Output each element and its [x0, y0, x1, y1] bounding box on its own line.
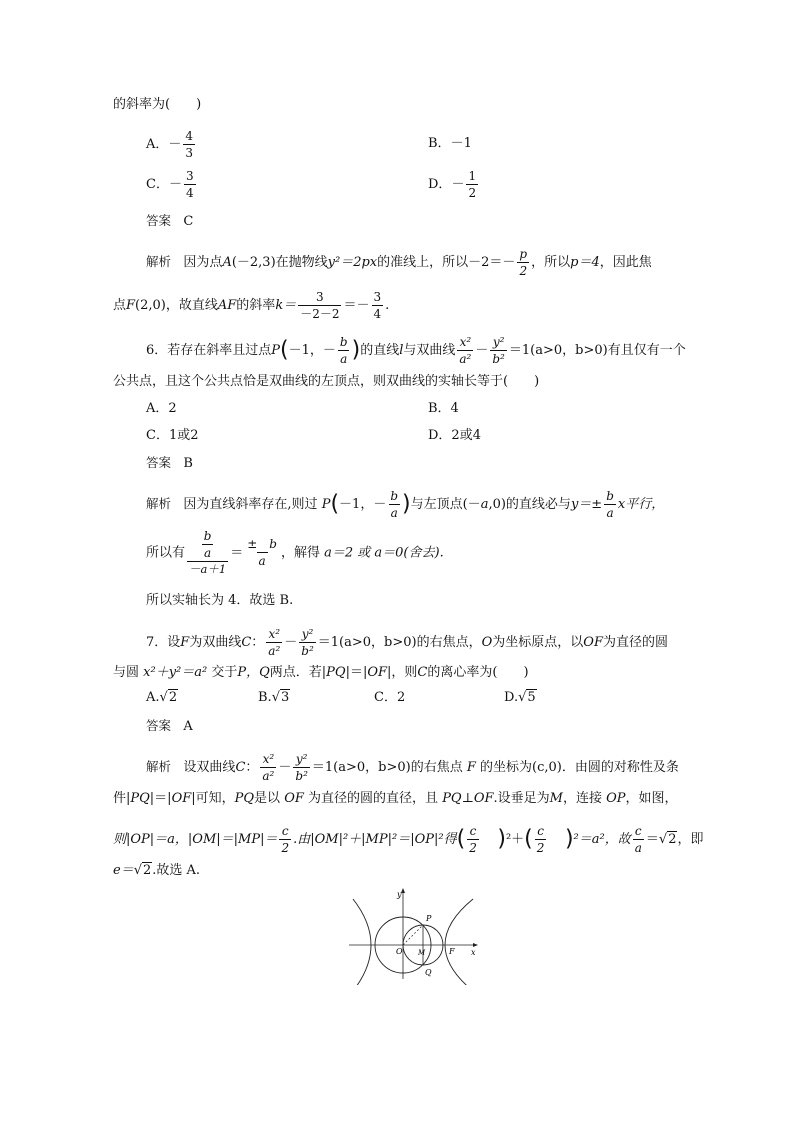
- sqrt: √5: [518, 690, 536, 705]
- fraction: $\frac{c}{a}$: [634, 824, 642, 855]
- fraction: $\frac{c}{2}$: [281, 824, 290, 855]
- y-axis-arrow: [401, 888, 405, 893]
- fraction: $\frac{\pm b}{a}$: [247, 537, 277, 569]
- q5-analysis-line1: 解析 因为点A(－2,3)在抛物线y²＝2px的准线上，所以－2＝－ $\frac{p}{2}$ ，所以p＝4，因此焦: [146, 247, 652, 278]
- q7-stem-line2: 与圆 x²＋y²＝a² 交于P，Q两点．若|PQ|＝|OF|，则C的离心率为( ): [113, 665, 529, 680]
- q6-option-c: C．1或2: [146, 428, 199, 443]
- q5-option-c: C．－ $\frac{3}{4}$: [146, 169, 194, 200]
- q7-answer: 答案 A: [146, 718, 193, 734]
- fraction: $\frac{3}{-2-2}$: [300, 290, 340, 321]
- sqrt: √2: [658, 832, 677, 847]
- label-x: x: [471, 948, 476, 957]
- q5-answer: 答案 C: [146, 213, 194, 229]
- fraction: $\frac{b}{a}$: [606, 489, 614, 520]
- q7-option-c: C．2: [374, 690, 406, 705]
- fraction: $\frac{3}{4}$: [185, 169, 194, 200]
- q7-stem-line1: 7．设F为双曲线C： $\frac{\text{x²}}{\text{a²}}$ － $\frac{\text{y²}}{\text{b²}}$ ＝1(a>0，b>0)的右焦点，O为坐标原点，以OF为直径的圆: [146, 627, 668, 658]
- q7-analysis-line4: e＝√2.故选 A.: [113, 863, 201, 878]
- fraction: $\frac{3}{4}$: [373, 290, 382, 321]
- q6-option-a: A．2: [146, 401, 177, 416]
- x-axis-arrow: [473, 943, 478, 947]
- q5-stem-tail: 的斜率为( ): [113, 97, 202, 112]
- fraction: $\frac{p}{2}$: [519, 247, 528, 278]
- fraction: $\frac{4}{3}$: [185, 129, 194, 160]
- label-m: M: [418, 949, 426, 957]
- label-f: F: [449, 947, 455, 956]
- sqrt: √3: [271, 690, 290, 705]
- q6-stem-line2: 公共点，且这个公共点恰是双曲线的左顶点，则双曲线的实轴长等于( ): [113, 374, 540, 389]
- q5-analysis-line2: 点F(2,0)，故直线AF的斜率k＝ $\frac{3}{-2-2}$ ＝－ $\frac{3}{4}$ .: [113, 290, 390, 321]
- q7-analysis-line2: 件|PQ|＝|OF|可知，PQ是以 OF 为直径的圆的直径，且 PQ⊥OF.设垂足为M，连接 OP，如图，: [113, 791, 678, 806]
- fraction: $\frac{\text{y²}}{\text{b²}}$: [295, 752, 308, 783]
- fraction: $\frac{\frac{b}{a}}{-a+1}$: [189, 529, 227, 576]
- q6-analysis-line2: 所以有 $\frac{\frac{b}{a}}{-a+1}$ ＝ $\frac{\pm b}{a}$ ，解得 a＝2 或 a＝0(舍去).: [146, 529, 444, 576]
- fraction: $\frac{\text{x²}}{\text{a²}}$: [268, 627, 281, 658]
- label-o: O: [396, 947, 403, 956]
- fraction: $\frac{\text{y²}}{\text{b²}}$: [492, 335, 505, 366]
- q7-option-a: A.√2: [146, 690, 178, 705]
- q6-analysis-line3: 所以实轴长为 4．故选 B.: [146, 593, 294, 608]
- q7-analysis-line3: 则|OP|＝a，|OM|＝|MP|＝ $\frac{c}{2}$ .由|OM|²＋|MP|²＝|OP|²得( $\frac{c}{2}$ )²＋( $\frac{c}{2}$ )²＝a²，故 $\frac{c}{a}$ ＝√2，即: [113, 824, 704, 855]
- hyperbola-left-branch: [353, 899, 371, 985]
- hyperbola-circle-figure: [345, 885, 485, 985]
- q7-option-b: B.√3: [258, 690, 290, 705]
- q5-option-b: B．－1: [428, 136, 472, 151]
- fraction: $\frac{\text{x²}}{\text{a²}}$: [459, 335, 472, 366]
- fraction: $\frac{c}{2}$: [469, 824, 477, 855]
- q6-option-d: D．2或4: [428, 428, 481, 443]
- fraction: $\frac{1}{2}$: [468, 169, 477, 200]
- fraction: $\frac{b}{a}$: [339, 335, 348, 366]
- label-p: P: [426, 914, 432, 923]
- fraction: $\frac{\text{x²}}{\text{a²}}$: [262, 752, 275, 783]
- fraction: $\frac{b}{a}$: [390, 489, 399, 520]
- sqrt: √2: [133, 863, 152, 878]
- q7-option-d: D.√5: [504, 690, 536, 705]
- q6-stem-line1: 6．若存在斜率且过点P(－1，－ $\frac{b}{a}$ )的直线l与双曲线 $\frac{\text{x²}}{\text{a²}}$ － $\frac{\text{y²}}{\text{b²}}$ ＝1(a>0，b>0)有且仅有一个: [146, 335, 686, 366]
- q5-option-d: D．－ $\frac{1}{2}$: [428, 169, 477, 200]
- q7-analysis-line1: 解析 设双曲线C： $\frac{\text{x²}}{\text{a²}}$ － $\frac{\text{y²}}{\text{b²}}$ ＝1(a>0，b>0)的右焦点 F 的坐标为(c,0)．由圆的对称性及条: [146, 752, 679, 783]
- q6-answer: 答案 B: [146, 455, 193, 471]
- fraction: $\frac{c}{2}$: [536, 824, 545, 855]
- q5-option-a: A．－ $\frac{4}{3}$: [146, 129, 194, 160]
- q6-option-b: B．4: [428, 401, 459, 416]
- q6-analysis-line1: 解析 因为直线斜率存在,则过 P(－1，－ $\frac{b}{a}$ )与左顶点(－a,0)的直线必与y＝± $\frac{b}{a}$ x平行，: [146, 489, 665, 520]
- fraction: $\frac{\text{y²}}{\text{b²}}$: [301, 627, 314, 658]
- label-y: y: [397, 890, 402, 899]
- sqrt: √2: [159, 690, 178, 705]
- hyperbola-right-branch: [445, 899, 473, 985]
- label-q: Q: [425, 968, 432, 977]
